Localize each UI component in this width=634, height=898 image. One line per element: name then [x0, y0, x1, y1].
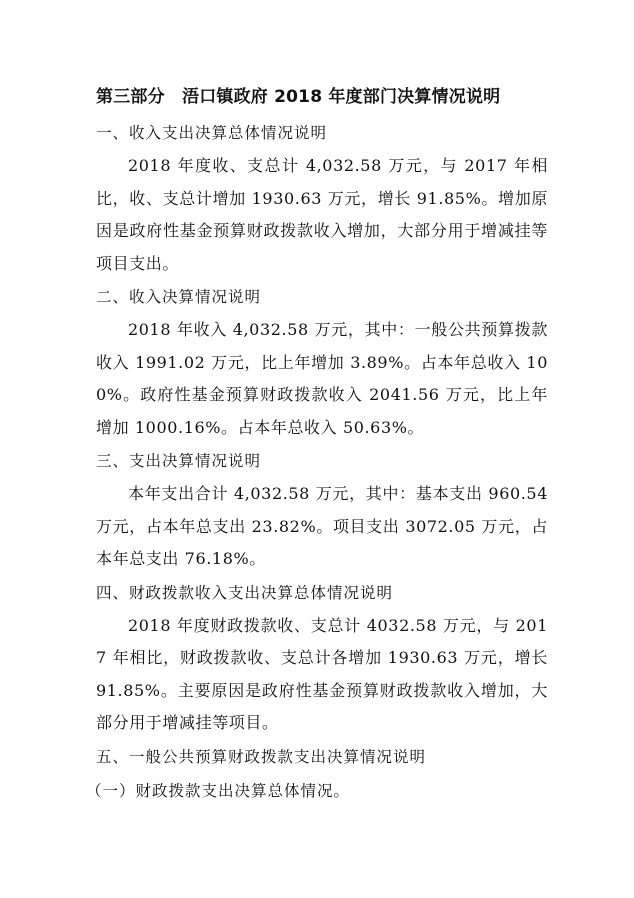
- section-heading-4: 四、财政拨款收入支出决算总体情况说明: [96, 583, 394, 602]
- document-page: [86, 86, 548, 808]
- subsection-heading: （一）财政拨款支出决算总体情况。: [86, 781, 351, 800]
- section-heading-3: 三、支出决算情况说明: [96, 452, 262, 470]
- page-title: 第三部分 浯口镇政府 2018 年度部门决算情况说明: [96, 87, 501, 107]
- section-paragraph-4: 2018 年度财政拨款收、支总计 4032.58 万元，与 2017 年相比，财政拨款收、支总计各增加 1930.63 万元，增长 91.85%。主要原因是政府性基金预算财政拨款收入增加，大部分用于增减挂等项目。: [96, 615, 548, 732]
- section-paragraph-3: 本年支出合计 4,032.58 万元，其中：基本支出 960.54 万元，占本年总支出 23.82%。项目支出 3072.05 万元，占本年总支出 76.18%。: [96, 484, 548, 568]
- section-paragraph-2: 2018 年收入 4,032.58 万元，其中：一般公共预算拨款收入 1991.02 万元，比上年增加 3.89%。占本年总收入 100%。政府性基金预算财政拨款收入 2041.56 万元，比上年增加 1000.16%。占本年总收入 50.63%。: [96, 320, 548, 437]
- section-heading-5: 五、一般公共预算财政拨款支出决算情况说明: [96, 747, 427, 766]
- section-heading-2: 二、收入决算情况说明: [96, 288, 262, 306]
- section-heading-1: 一、收入支出决算总体情况说明: [96, 124, 328, 142]
- section-paragraph-1: 2018 年度收、支总计 4,032.58 万元，与 2017 年相比，收、支总计增加 1930.63 万元，增长 91.85%。增加原因是政府性基金预算财政拨款收入增加，大部分用于增减挂等项目支出。: [96, 156, 548, 273]
